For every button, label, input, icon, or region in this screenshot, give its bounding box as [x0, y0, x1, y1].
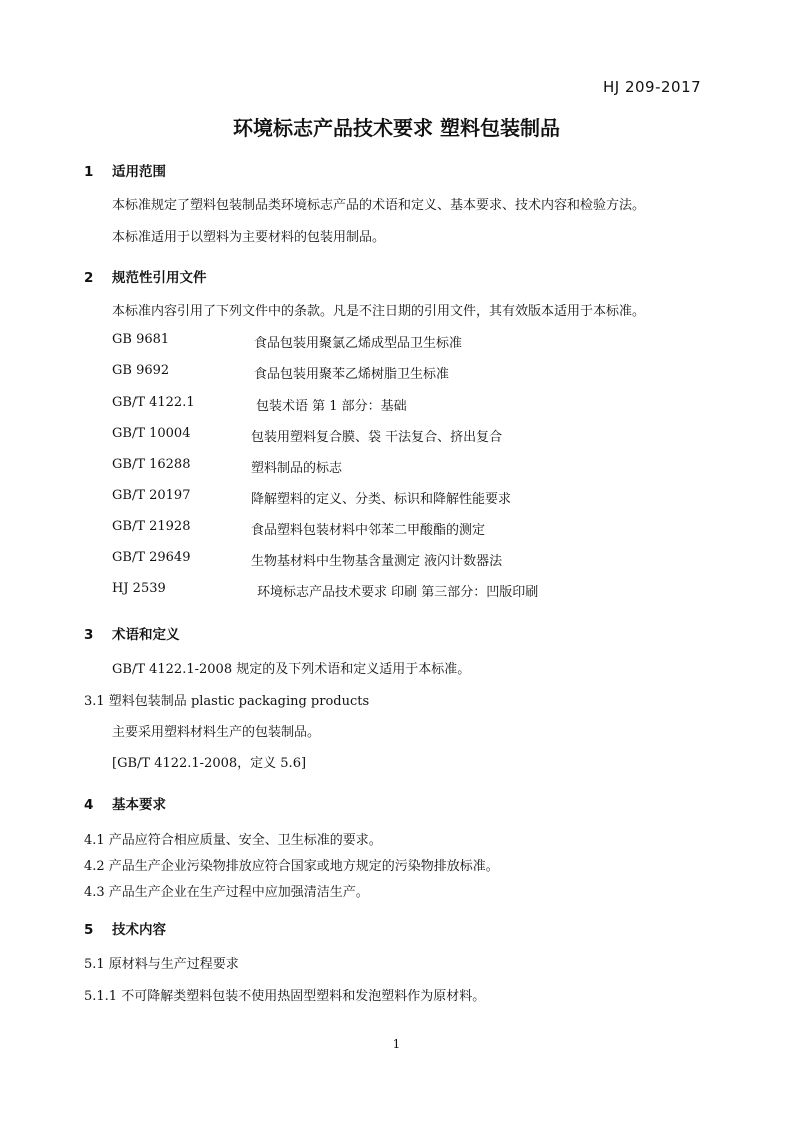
- clause: 4.1 产品应符合相应质量、安全、卫生标准的要求。: [84, 833, 382, 848]
- reference-code: GB/T 10004: [112, 426, 191, 441]
- page-number: 1: [392, 1037, 401, 1051]
- reference-code: GB 9692: [112, 363, 170, 378]
- reference-title: 环境标志产品技术要求 印刷 第三部分：凹版印刷: [257, 585, 539, 600]
- paragraph: 本标准适用于以塑料为主要材料的包装用制品。: [112, 230, 386, 245]
- reference-title: 食品塑料包装材料中邻苯二甲酸酯的测定: [251, 523, 486, 538]
- paragraph: 本标准规定了塑料包装制品类环境标志产品的术语和定义、基本要求、技术内容和检验方法。: [112, 198, 646, 213]
- reference-code: GB/T 29649: [112, 550, 191, 565]
- section-number: 2: [84, 270, 94, 286]
- reference-title: 塑料制品的标志: [251, 461, 343, 476]
- reference-title: 包装用塑料复合膜、袋 干法复合、挤出复合: [251, 430, 503, 445]
- definition-text: 主要采用塑料材料生产的包装制品。: [112, 725, 321, 740]
- section-title: 规范性引用文件: [112, 270, 207, 286]
- section-heading-5: [84, 918, 166, 938]
- definition-title: 3.1 塑料包装制品 plastic packaging products: [84, 694, 370, 709]
- reference-title: 降解塑料的定义、分类、标识和降解性能要求: [251, 492, 512, 507]
- section-number: 3: [84, 627, 94, 643]
- section-title: 基本要求: [112, 797, 166, 813]
- reference-code: GB/T 16288: [112, 457, 191, 472]
- reference-title: 生物基材料中生物基含量测定 液闪计数器法: [251, 554, 503, 569]
- section-number: 1: [84, 164, 94, 180]
- reference-title: 食品包装用聚苯乙烯树脂卫生标准: [254, 367, 450, 382]
- section-heading-3: [84, 623, 180, 643]
- page-title: 环境标志产品技术要求 塑料包装制品: [233, 116, 560, 140]
- section-number: 4: [84, 797, 94, 813]
- reference-code: GB/T 20197: [112, 488, 191, 503]
- clause: 5.1.1 不可降解类塑料包装不使用热固型塑料和发泡塑料作为原材料。: [84, 989, 486, 1004]
- reference-title: 食品包装用聚氯乙烯成型品卫生标准: [254, 336, 463, 351]
- clause: 5.1 原材料与生产过程要求: [84, 957, 239, 972]
- reference-code: GB 9681: [112, 332, 170, 347]
- paragraph: 本标准内容引用了下列文件中的条款。凡是不注日期的引用文件，其有效版本适用于本标准。: [112, 304, 646, 319]
- section-title: 术语和定义: [112, 627, 180, 643]
- clause: 4.3 产品生产企业在生产过程中应加强清洁生产。: [84, 885, 369, 900]
- reference-code: GB/T 4122.1: [112, 395, 195, 410]
- reference-code: GB/T 21928: [112, 519, 191, 534]
- section-number: 5: [84, 922, 94, 938]
- section-heading-1: [84, 160, 166, 180]
- section-title: 技术内容: [112, 922, 166, 938]
- reference-title: 包装术语 第 1 部分：基础: [256, 399, 407, 414]
- paragraph: GB/T 4122.1-2008 规定的及下列术语和定义适用于本标准。: [112, 662, 471, 677]
- section-heading-4: [84, 793, 166, 813]
- section-heading-2: [84, 266, 207, 286]
- clause: 4.2 产品生产企业污染物排放应符合国家或地方规定的污染物排放标准。: [84, 859, 499, 874]
- reference-code: HJ 2539: [112, 581, 166, 596]
- definition-source: [GB/T 4122.1-2008，定义 5.6]: [112, 756, 307, 771]
- section-title: 适用范围: [112, 164, 166, 180]
- standard-code: HJ 209-2017: [603, 78, 702, 96]
